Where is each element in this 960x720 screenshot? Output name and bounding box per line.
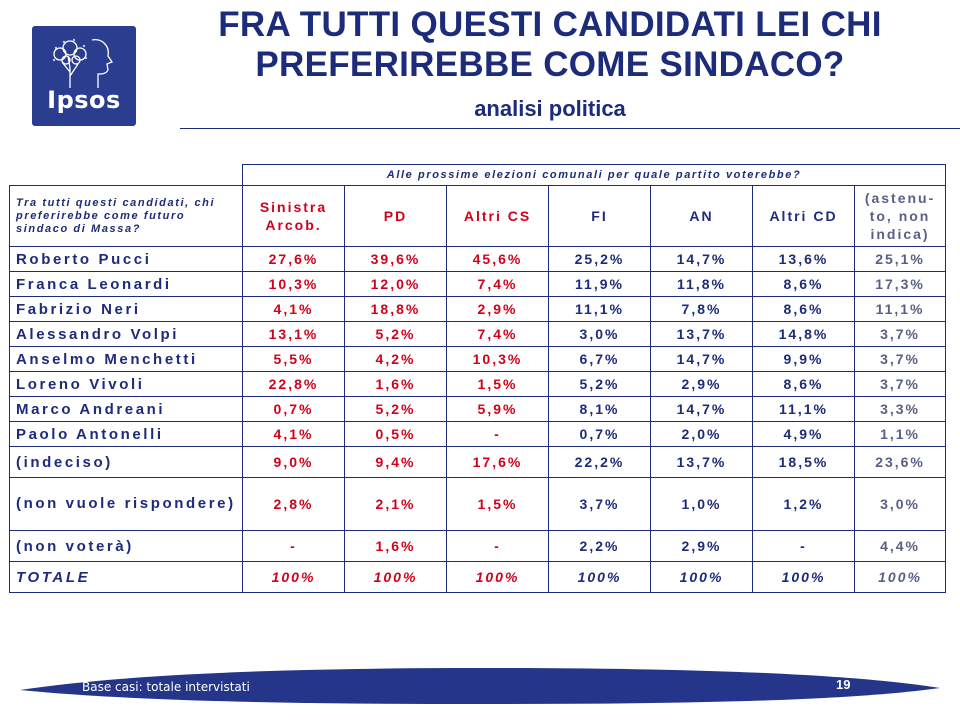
table-cell: 8,6% (753, 297, 855, 322)
column-header: (astenu-to, non indica) (855, 186, 946, 247)
table-cell: 14,7% (651, 247, 753, 272)
table-cell: 7,8% (651, 297, 753, 322)
table-row (10, 478, 946, 531)
table-cell: 11,1% (855, 297, 946, 322)
table-cell: 23,6% (855, 447, 946, 478)
table-cell: 17,6% (447, 447, 549, 478)
column-header: FI (549, 186, 651, 247)
table-cell: 1,2% (753, 478, 855, 531)
table-cell: 4,4% (855, 531, 946, 562)
table-cell: 8,1% (549, 397, 651, 422)
table-cell: 13,7% (651, 447, 753, 478)
table-row (10, 247, 946, 272)
table-cell: 10,3% (243, 272, 345, 297)
table-cell: 100% (753, 562, 855, 593)
table-row (10, 372, 946, 397)
table-cell: 3,0% (855, 478, 946, 531)
table-row (10, 297, 946, 322)
title-line-2: PREFERIREBBE COME SINDACO? (255, 45, 845, 84)
row-label: Alessandro Volpi (10, 322, 243, 347)
page-title (150, 5, 950, 85)
table-row (10, 397, 946, 422)
ipsos-logo (32, 26, 136, 126)
table-cell: 8,6% (753, 372, 855, 397)
table-cell: 2,1% (345, 478, 447, 531)
table-cell: 9,9% (753, 347, 855, 372)
table-cell: 5,9% (447, 397, 549, 422)
table-cell: 4,1% (243, 422, 345, 447)
table-cell: 10,3% (447, 347, 549, 372)
party-question: Alle prossime elezioni comunali per quale partito voterebbe? (243, 165, 946, 186)
row-label: Paolo Antonelli (10, 422, 243, 447)
column-header: PD (345, 186, 447, 247)
table-cell: 5,5% (243, 347, 345, 372)
page-subtitle: analisi politica (474, 96, 626, 121)
column-header: Altri CD (753, 186, 855, 247)
table-cell: 100% (345, 562, 447, 593)
table-cell: 22,8% (243, 372, 345, 397)
table-cell: 14,7% (651, 347, 753, 372)
table-cell: 3,0% (549, 322, 651, 347)
table-cell: 13,1% (243, 322, 345, 347)
table-cell: 8,6% (753, 272, 855, 297)
table-cell: 100% (855, 562, 946, 593)
table-cell: 0,5% (345, 422, 447, 447)
table-cell: 2,9% (447, 297, 549, 322)
row-label: (non vuole rispondere) (10, 478, 243, 531)
table-cell: 3,7% (855, 347, 946, 372)
table-cell: 5,2% (549, 372, 651, 397)
row-label: Roberto Pucci (10, 247, 243, 272)
table-cell: 4,9% (753, 422, 855, 447)
table-cell: 2,0% (651, 422, 753, 447)
table-cell: 4,2% (345, 347, 447, 372)
row-label: Marco Andreani (10, 397, 243, 422)
table-row (10, 322, 946, 347)
table-cell: 14,7% (651, 397, 753, 422)
table-cell: 3,7% (855, 372, 946, 397)
table-cell: 17,3% (855, 272, 946, 297)
table-cell: 12,0% (345, 272, 447, 297)
table-cell: 2,9% (651, 531, 753, 562)
table-cell: 27,6% (243, 247, 345, 272)
table-cell: - (447, 531, 549, 562)
table-cell: 7,4% (447, 272, 549, 297)
tree-face-icon (40, 32, 126, 90)
footer-bar (20, 668, 940, 704)
table-cell: 9,4% (345, 447, 447, 478)
column-header: AN (651, 186, 753, 247)
table-row (10, 562, 946, 593)
table-column-header-row (10, 186, 946, 247)
table-cell: 11,1% (549, 297, 651, 322)
column-header: Sinistra Arcob. (243, 186, 345, 247)
table-cell: 1,1% (855, 422, 946, 447)
table-cell: 11,1% (753, 397, 855, 422)
table-cell: 25,1% (855, 247, 946, 272)
page-number: 19 (836, 677, 851, 692)
table-cell: 1,6% (345, 531, 447, 562)
candidate-question: Tra tutti questi candidati, chi preferirebbe come futuro sindaco di Massa? (10, 186, 243, 247)
results-table (9, 164, 946, 593)
table-cell: 3,7% (855, 322, 946, 347)
table-cell: 18,5% (753, 447, 855, 478)
table-cell: 6,7% (549, 347, 651, 372)
title-divider (180, 128, 960, 129)
table-cell: 11,9% (549, 272, 651, 297)
column-header: Altri CS (447, 186, 549, 247)
table-cell: 0,7% (549, 422, 651, 447)
table-row (10, 531, 946, 562)
row-label: Fabrizio Neri (10, 297, 243, 322)
table-cell: 9,0% (243, 447, 345, 478)
table-cell: 5,2% (345, 397, 447, 422)
table-cell: 2,8% (243, 478, 345, 531)
table-top-header-row (10, 165, 946, 186)
row-label: (non voterà) (10, 531, 243, 562)
row-label: Loreno Vivoli (10, 372, 243, 397)
table-cell: 13,7% (651, 322, 753, 347)
table-row (10, 447, 946, 478)
table-cell: 18,8% (345, 297, 447, 322)
table-cell: 14,8% (753, 322, 855, 347)
logo-wordmark: Ipsos (47, 86, 121, 114)
table-cell: 5,2% (345, 322, 447, 347)
row-label: Franca Leonardi (10, 272, 243, 297)
table-cell: 1,5% (447, 372, 549, 397)
table-cell: - (243, 531, 345, 562)
table-cell: 1,5% (447, 478, 549, 531)
table-cell: 4,1% (243, 297, 345, 322)
base-note: Base casi: totale intervistati (82, 680, 250, 694)
table-cell: 100% (447, 562, 549, 593)
row-label: (indeciso) (10, 447, 243, 478)
table-cell: 1,6% (345, 372, 447, 397)
table-cell: 22,2% (549, 447, 651, 478)
table-cell: 13,6% (753, 247, 855, 272)
table-cell: 3,7% (549, 478, 651, 531)
table-cell: 2,2% (549, 531, 651, 562)
table-cell: 45,6% (447, 247, 549, 272)
table-cell: - (753, 531, 855, 562)
table-cell: 2,9% (651, 372, 753, 397)
row-label: Anselmo Menchetti (10, 347, 243, 372)
table-cell: 100% (243, 562, 345, 593)
table-cell: 100% (651, 562, 753, 593)
table-row (10, 422, 946, 447)
table-cell: 1,0% (651, 478, 753, 531)
table-cell: 0,7% (243, 397, 345, 422)
table-cell: 100% (549, 562, 651, 593)
row-label: TOTALE (10, 562, 243, 593)
table-row (10, 347, 946, 372)
table-row (10, 272, 946, 297)
title-line-1: FRA TUTTI QUESTI CANDIDATI LEI CHI (218, 5, 882, 44)
table-cell: 3,3% (855, 397, 946, 422)
table-cell: 25,2% (549, 247, 651, 272)
table-cell: 7,4% (447, 322, 549, 347)
table-cell: 11,8% (651, 272, 753, 297)
table-cell: - (447, 422, 549, 447)
table-cell: 39,6% (345, 247, 447, 272)
